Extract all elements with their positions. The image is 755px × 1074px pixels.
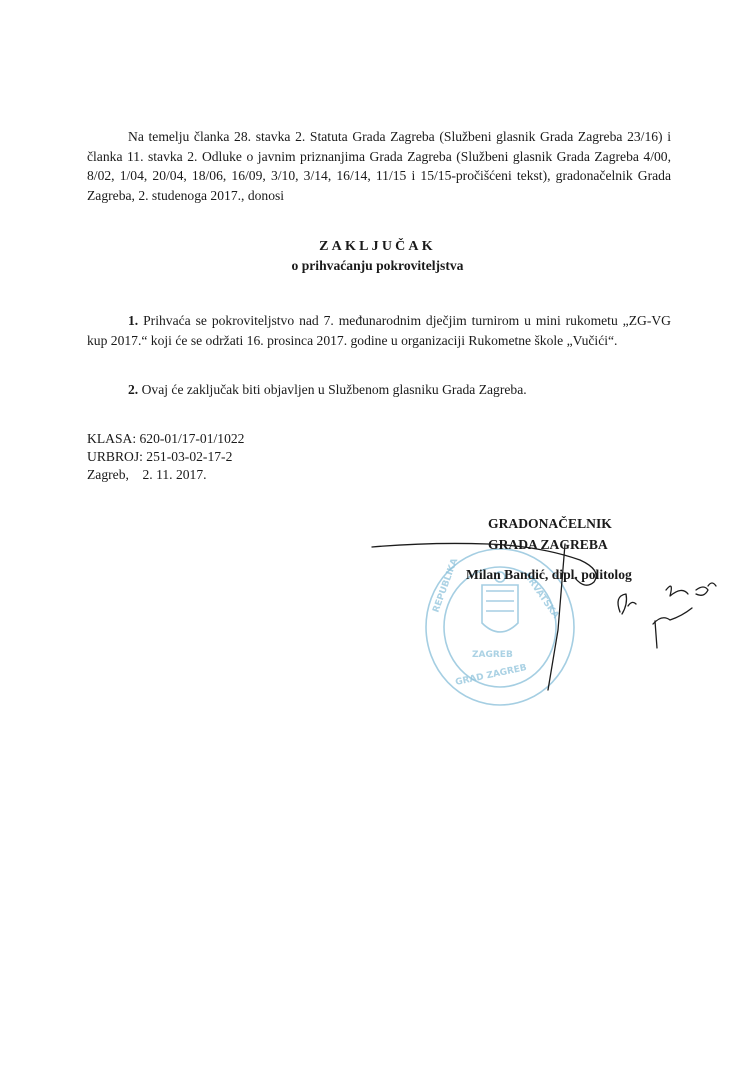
decision-item-2 xyxy=(87,380,671,400)
place-date-line: Zagreb, 2. 11. 2017. xyxy=(87,467,207,482)
svg-text:HRVATSKA: HRVATSKA xyxy=(521,570,561,621)
handwritten-signature xyxy=(370,520,755,720)
svg-text:ZAGREB: ZAGREB xyxy=(472,650,513,660)
document-subtitle: o prihvaćanju pokroviteljstva xyxy=(291,258,464,273)
item-text: Ovaj će zaključak biti objavljen u Službenom glasniku Grada Zagreba. xyxy=(141,382,527,397)
signatory-name: Milan Bandić, dipl. politolog xyxy=(466,567,632,582)
signatory-title-line1: GRADONAČELNIK xyxy=(488,516,612,531)
intro-paragraph: Na temelju članka 28. stavka 2. Statuta Grada Zagreba (Službeni glasnik Grada Zagreba 23/16) i članka 11. stavka 2. Odluke o javnim priznanjima Grada Zagreba (Službeni glasnik Grada Zagreba 4/00, 8/02, 1/04, 20/04, 18/06, 16/09, 3/10, 3/14, 16/14, 11/15 i 15/15-pročišćeni tekst), gradonačelnik Grada Zagreba, 2. studenoga 2017., donosi xyxy=(87,129,671,203)
urbroj-line: URBROJ: 251-03-02-17-2 xyxy=(87,449,233,464)
item-number: 2. xyxy=(128,382,139,397)
signatory-title-line2: GRADA ZAGREBA xyxy=(488,537,608,552)
klasa-line: KLASA: 620-01/17-01/1022 xyxy=(87,431,245,446)
item-number: 1. xyxy=(128,313,139,328)
decision-item-1 xyxy=(87,311,671,350)
svg-text:GRAD ZAGREB: GRAD ZAGREB xyxy=(454,663,528,688)
document-title: ZAKLJUČAK xyxy=(319,239,436,254)
svg-text:REPUBLIKA: REPUBLIKA xyxy=(431,557,461,615)
document-metadata xyxy=(87,430,244,484)
item-text: Prihvaća se pokroviteljstvo nad 7. međunarodnim dječjim turnirom u mini rukometu „ZG-VG kup 2017.“ koji će se održati 16. prosinca 2017. godine u organizaciji Rukometne škole „Vučići“. xyxy=(87,313,671,348)
document-heading xyxy=(0,237,755,275)
